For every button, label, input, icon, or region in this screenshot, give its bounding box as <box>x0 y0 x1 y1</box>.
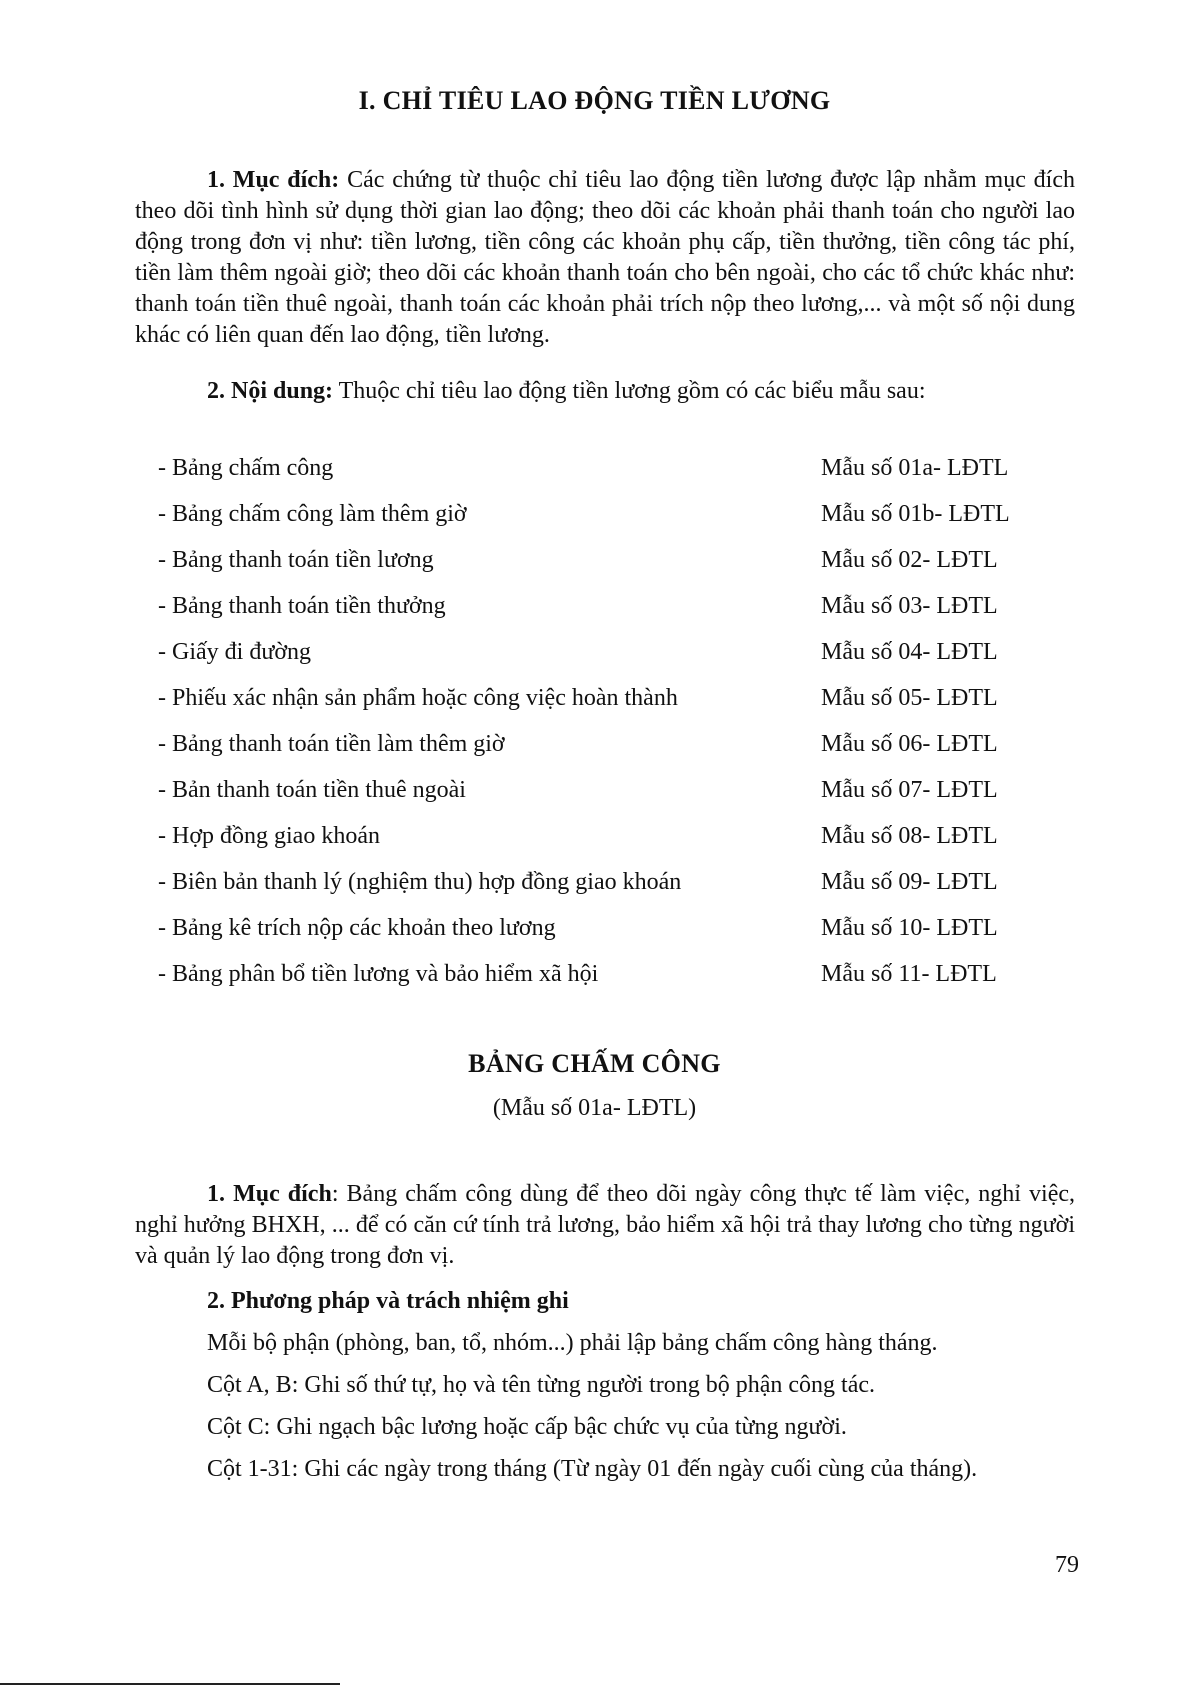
form-name: - Bản thanh toán tiền thuê ngoài <box>158 777 466 803</box>
form-code: Mẫu số 08- LĐTL <box>821 823 998 849</box>
form-list-item <box>158 636 1058 668</box>
timesheet-purpose-text: : Bảng chấm công dùng để theo dõi ngày công thực tế làm việc, nghỉ việc, nghỉ hưởng BHXH, ... để có căn cứ tính trả lương, bảo hiểm xã hội trả thay lương cho từng người và quản lý lao động trong đơn vị. <box>135 1181 1075 1269</box>
form-code: Mẫu số 07- LĐTL <box>821 777 998 803</box>
form-list-item <box>158 498 1058 530</box>
form-code: Mẫu số 02- LĐTL <box>821 547 998 573</box>
timesheet-purpose-paragraph <box>135 1179 1075 1272</box>
page-number: 79 <box>1055 1552 1079 1578</box>
form-list-item <box>158 544 1058 576</box>
form-name: - Bảng kê trích nộp các khoản theo lương <box>158 915 556 941</box>
purpose-paragraph <box>135 165 1075 351</box>
form-code: Mẫu số 01b- LĐTL <box>821 501 1010 527</box>
method-line: Cột 1-31: Ghi các ngày trong tháng (Từ ngày 01 đến ngày cuối cùng của tháng). <box>207 1456 978 1482</box>
form-list-item <box>158 958 1058 990</box>
form-code: Mẫu số 03- LĐTL <box>821 593 998 619</box>
form-name: - Giấy đi đường <box>158 639 312 665</box>
method-line: Cột C: Ghi ngạch bậc lương hoặc cấp bậc chức vụ của từng người. <box>207 1414 847 1440</box>
form-code: Mẫu số 01a- LĐTL <box>821 455 1009 481</box>
timesheet-purpose-lead: 1. Mục đích <box>207 1181 332 1207</box>
form-list-item <box>158 452 1058 484</box>
form-name: - Bảng thanh toán tiền lương <box>158 547 434 573</box>
form-name: - Bảng chấm công <box>158 455 334 481</box>
form-code: Mẫu số 05- LĐTL <box>821 685 998 711</box>
form-list-item <box>158 912 1058 944</box>
method-line: Cột A, B: Ghi số thứ tự, họ và tên từng người trong bộ phận công tác. <box>207 1372 876 1398</box>
form-list-item <box>158 590 1058 622</box>
form-list-item <box>158 728 1058 760</box>
content-lead: 2. Nội dung: <box>207 378 334 404</box>
timesheet-title: BẢNG CHẤM CÔNG <box>468 1049 721 1078</box>
form-name: - Bảng thanh toán tiền thưởng <box>158 593 446 619</box>
form-name: - Biên bản thanh lý (nghiệm thu) hợp đồng giao khoán <box>158 869 682 895</box>
form-list-item <box>158 682 1058 714</box>
bottom-rule <box>0 1683 340 1685</box>
form-code: Mẫu số 04- LĐTL <box>821 639 998 665</box>
content-paragraph <box>135 376 1075 407</box>
method-heading: 2. Phương pháp và trách nhiệm ghi <box>207 1288 569 1314</box>
form-name: - Bảng thanh toán tiền làm thêm giờ <box>158 731 505 757</box>
form-code: Mẫu số 10- LĐTL <box>821 915 998 941</box>
form-list-item <box>158 820 1058 852</box>
form-name: - Bảng chấm công làm thêm giờ <box>158 501 467 527</box>
purpose-text: Các chứng từ thuộc chỉ tiêu lao động tiền lương được lập nhằm mục đích theo dõi tình hình sử dụng thời gian lao động; theo dõi các khoản phải thanh toán cho người lao động trong đơn vị như: tiền lương, tiền công các khoản phụ cấp, tiền thưởng, tiền công tác phí, tiền làm thêm ngoài giờ; theo dõi các khoản thanh toán cho bên ngoài, cho các tổ chức khác như: thanh toán tiền thuê ngoài, thanh toán các khoản phải trích nộp theo lương,... và một số nội dung khác có liên quan đến lao động, tiền lương. <box>135 167 1075 348</box>
form-code: Mẫu số 09- LĐTL <box>821 869 998 895</box>
form-name: - Phiếu xác nhận sản phẩm hoặc công việc hoàn thành <box>158 685 678 711</box>
section-title: I. CHỈ TIÊU LAO ĐỘNG TIỀN LƯƠNG <box>358 86 831 115</box>
form-list-item <box>158 866 1058 898</box>
form-code: Mẫu số 06- LĐTL <box>821 731 998 757</box>
content-text: Thuộc chỉ tiêu lao động tiền lương gồm có các biểu mẫu sau: <box>333 378 926 404</box>
purpose-lead: 1. Mục đích: <box>207 167 340 193</box>
timesheet-subtitle: (Mẫu số 01a- LĐTL) <box>492 1095 697 1121</box>
form-name: - Bảng phân bổ tiền lương và bảo hiểm xã hội <box>158 961 599 987</box>
form-list-item <box>158 774 1058 806</box>
form-code: Mẫu số 11- LĐTL <box>821 961 997 987</box>
form-name: - Hợp đồng giao khoán <box>158 823 380 849</box>
method-line: Mỗi bộ phận (phòng, ban, tổ, nhóm...) phải lập bảng chấm công hàng tháng. <box>207 1330 938 1356</box>
